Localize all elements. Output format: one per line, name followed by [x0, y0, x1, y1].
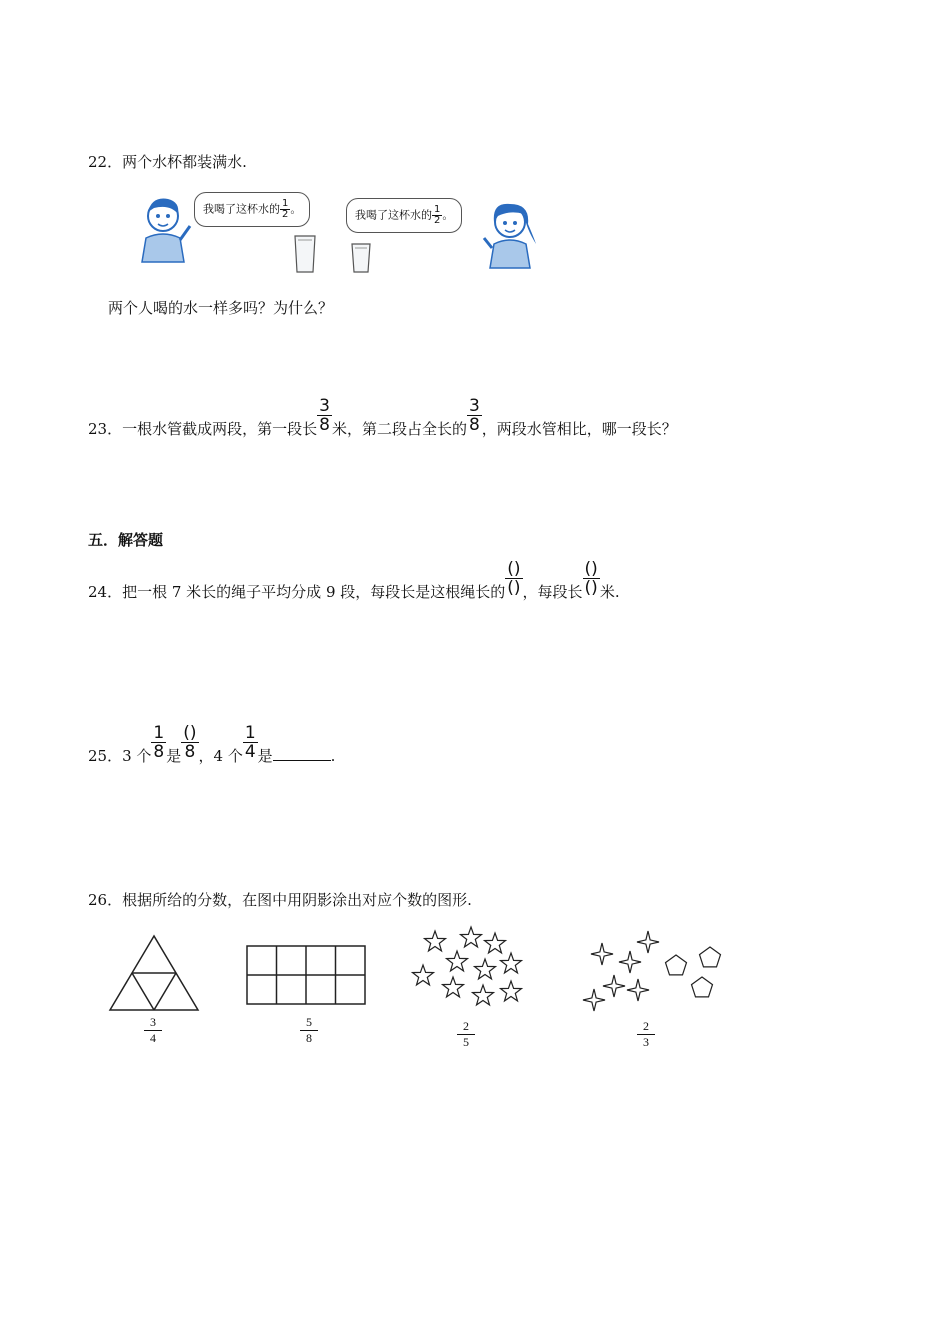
star-shape-4[interactable] — [447, 951, 468, 971]
figure-1-num: 3 — [150, 1015, 156, 1029]
q22-number: 22． — [88, 153, 123, 171]
girl-frac-num: 1 — [434, 204, 441, 215]
girl-speech-bubble — [346, 198, 462, 233]
pentagon-shape-1[interactable] — [666, 955, 687, 975]
q25-frac2-num: () — [183, 723, 197, 743]
figure-3-num: 2 — [463, 1019, 469, 1033]
pentagon-shape-3[interactable] — [692, 977, 713, 997]
girl-speech-text: 我喝了这杯水的 — [355, 208, 432, 222]
q25-frac1-num: 1 — [153, 723, 165, 743]
q24-text-3: 米. — [599, 583, 620, 601]
q24-number: 24． — [88, 583, 123, 601]
figure-2-den: 8 — [306, 1031, 312, 1045]
q24-fraction-1 — [505, 560, 522, 597]
q24-frac2-num: () — [584, 559, 598, 579]
q24-frac1-num: () — [507, 559, 521, 579]
q25-frac2-den: 8 — [184, 742, 196, 762]
boy-frac-num: 1 — [282, 198, 289, 209]
q24-fraction-2 — [583, 560, 600, 597]
figure-4-den: 3 — [643, 1035, 649, 1049]
star-shape-7[interactable] — [413, 965, 434, 985]
boy-speech-fraction — [280, 199, 290, 220]
rectangle-grid-figure[interactable] — [245, 944, 367, 1008]
boy-speech-bubble — [194, 192, 310, 227]
q25-fraction-2 — [181, 724, 198, 761]
q25-number: 25． — [88, 747, 123, 765]
star-shape-8[interactable] — [443, 977, 464, 997]
figure-3-den: 5 — [463, 1035, 469, 1049]
figure-4-num: 2 — [643, 1019, 649, 1033]
figure-2-num: 5 — [306, 1015, 312, 1029]
q23-prompt — [88, 397, 677, 439]
sparkle-shape-3[interactable] — [619, 951, 641, 973]
q24-text-2: ，每段长 — [522, 583, 583, 601]
star-shape-2[interactable] — [461, 927, 482, 947]
star-shape-9[interactable] — [473, 985, 494, 1005]
q24-frac2-den: () — [584, 578, 598, 598]
sparkle-shape-4[interactable] — [603, 975, 625, 997]
figure-1-den: 4 — [150, 1031, 156, 1045]
q23-text-1: 一根水管截成两段，第一段长 — [122, 420, 318, 438]
q26-prompt — [88, 890, 472, 910]
q25-text-4: 是 — [257, 747, 273, 765]
star-shape-3[interactable] — [485, 933, 506, 953]
q23-number: 23． — [88, 420, 123, 438]
sparkle-shape-2[interactable] — [637, 931, 659, 953]
q25-text-3: ，4 个 — [198, 747, 243, 765]
boy-frac-den: 2 — [282, 209, 289, 220]
q26-text: 根据所给的分数，在图中用阴影涂出对应个数的图形. — [122, 891, 472, 909]
figure-2-fraction — [300, 1016, 318, 1045]
q22-illustration — [130, 188, 550, 278]
q23-frac1-den: 8 — [319, 415, 330, 435]
q25-text-2: 是 — [166, 747, 182, 765]
q24-text-1: 把一根 7 米长的绳子平均分成 9 段，每段长是这根绳长的 — [122, 583, 506, 601]
star-shape-1[interactable] — [425, 931, 446, 951]
sparkles-and-pentagons-figure[interactable] — [580, 928, 730, 1014]
section-5-heading: 五．解答题 — [88, 531, 164, 549]
five-point-stars-figure[interactable] — [405, 924, 530, 1014]
boy-speech-text: 我喝了这杯水的 — [203, 202, 280, 216]
q25-text-5: . — [330, 747, 336, 765]
q23-fraction-2 — [467, 397, 482, 434]
q25-prompt — [88, 724, 335, 766]
figure-4-fraction — [637, 1020, 655, 1049]
q23-fraction-1 — [317, 397, 332, 434]
sparkle-shape-1[interactable] — [591, 943, 613, 965]
girl-speech-end: 。 — [442, 208, 454, 222]
q24-frac1-den: () — [507, 578, 521, 598]
q25-answer-blank[interactable] — [273, 746, 331, 761]
tall-glass-icon — [292, 234, 318, 274]
girl-figure — [478, 198, 540, 270]
q24-prompt — [88, 560, 620, 602]
girl-frac-den: 2 — [434, 215, 441, 226]
q26-number: 26． — [88, 891, 123, 909]
sparkle-shape-6[interactable] — [583, 989, 605, 1011]
star-shape-10[interactable] — [501, 981, 522, 1001]
q25-frac3-den: 4 — [244, 742, 256, 762]
q22-prompt — [88, 152, 247, 172]
star-shape-5[interactable] — [475, 959, 496, 979]
triangle-grid-figure[interactable] — [108, 934, 200, 1014]
q25-frac1-den: 8 — [153, 742, 165, 762]
figure-3-fraction — [457, 1020, 475, 1049]
star-shape-6[interactable] — [501, 953, 522, 973]
short-glass-icon — [350, 242, 372, 274]
q23-frac2-num: 3 — [468, 396, 480, 416]
q25-text-1: 3 个 — [122, 747, 152, 765]
q22-question: 两个人喝的水一样多吗？为什么？ — [108, 299, 334, 317]
q25-fraction-1 — [151, 724, 166, 761]
q23-text-2: 米，第二段占全长的 — [331, 420, 467, 438]
q22-text: 两个水杯都装满水. — [122, 153, 247, 171]
boy-speech-end: 。 — [290, 202, 302, 216]
girl-speech-fraction — [432, 205, 442, 226]
q23-frac1-num: 3 — [319, 396, 330, 416]
q25-fraction-3 — [243, 724, 258, 761]
sparkle-shape-5[interactable] — [627, 979, 649, 1001]
boy-figure — [130, 194, 200, 264]
q23-frac2-den: 8 — [468, 415, 480, 435]
q23-text-3: ，两段水管相比，哪一段长？ — [481, 420, 677, 438]
pentagon-shape-2[interactable] — [700, 947, 721, 967]
figure-1-fraction — [144, 1016, 162, 1045]
q25-frac3-num: 1 — [244, 723, 256, 743]
